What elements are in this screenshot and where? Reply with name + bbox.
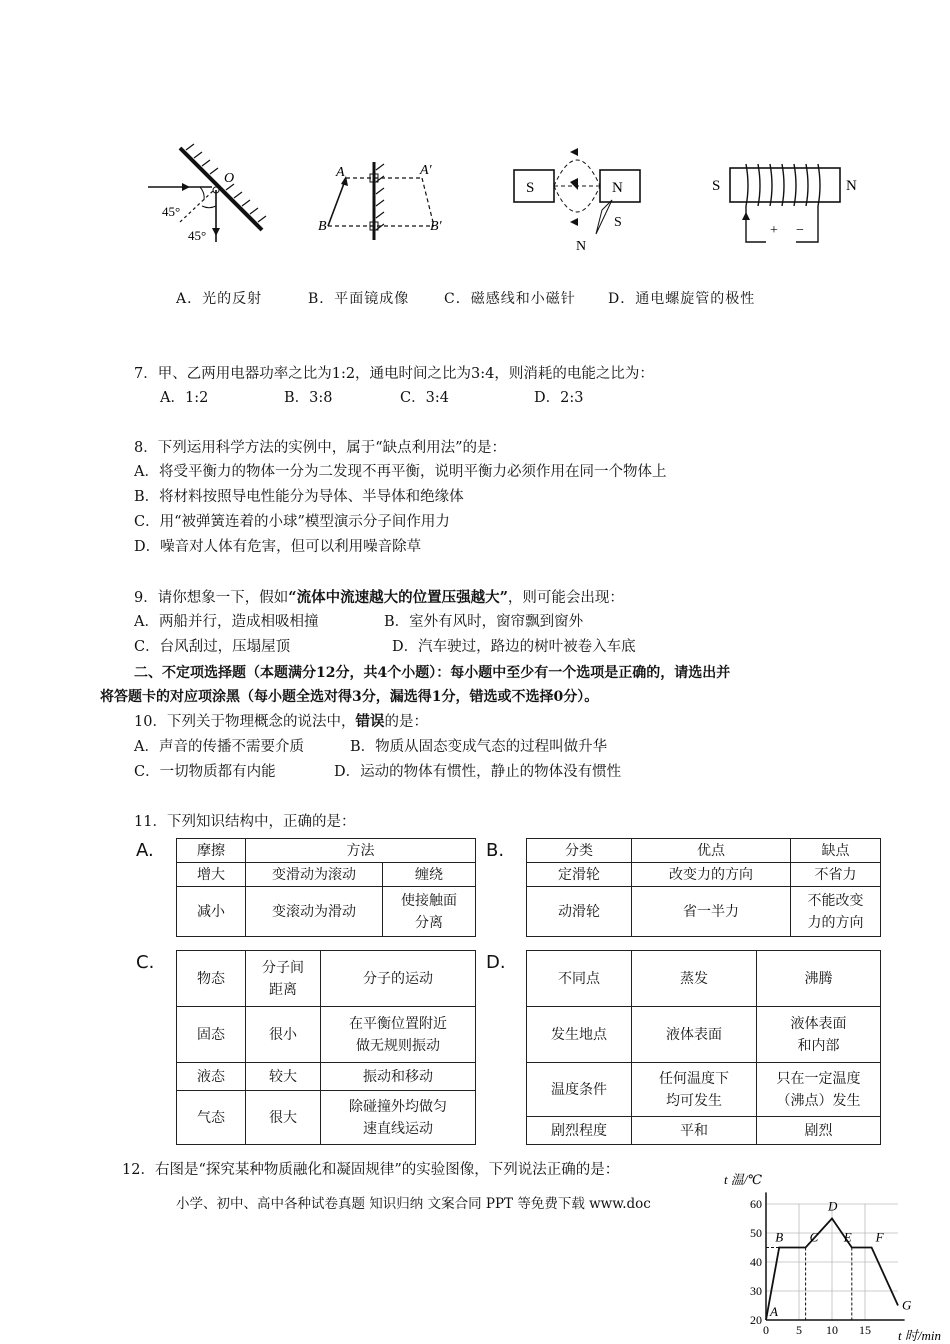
cell: 蒸发 bbox=[632, 951, 757, 1007]
solenoid-s: S bbox=[712, 178, 721, 194]
cell: 平和 bbox=[632, 1117, 757, 1145]
cell: 较大 bbox=[246, 1063, 321, 1091]
y-tick-label: 50 bbox=[750, 1226, 762, 1240]
x-tick-label: 5 bbox=[796, 1323, 802, 1337]
cell: 优点 bbox=[632, 839, 791, 863]
cell bbox=[383, 887, 476, 937]
table-c bbox=[176, 950, 476, 1145]
cell-line: 做无规则振动 bbox=[356, 1037, 440, 1054]
q7-option-c: C．3:4 bbox=[400, 390, 449, 406]
battery-plus: + bbox=[770, 223, 778, 238]
cell: 物态 bbox=[177, 951, 246, 1007]
table-d-label: D. bbox=[486, 952, 506, 973]
table-b-label: B. bbox=[486, 840, 505, 861]
cell-line: 除碰撞外均做匀 bbox=[349, 1098, 447, 1115]
q9-option-a: A．两船并行，造成相吸相撞 bbox=[134, 614, 319, 630]
cell: 定滑轮 bbox=[527, 863, 632, 887]
table-a bbox=[176, 838, 476, 937]
point-label: E bbox=[843, 1229, 852, 1245]
caption-b: B．平面镜成像 bbox=[308, 291, 410, 307]
cell: 剧烈 bbox=[757, 1117, 881, 1145]
q11-stem: 11．下列知识结构中，正确的是： bbox=[134, 814, 356, 830]
y-tick-label: 20 bbox=[750, 1313, 762, 1327]
label-b: B bbox=[318, 219, 327, 234]
cell-line: （沸点）发生 bbox=[776, 1092, 861, 1109]
q9-option-c: C．台风刮过，压塌屋顶 bbox=[134, 639, 291, 655]
needle-n: N bbox=[576, 239, 587, 254]
q7-option-b: B．3:8 bbox=[284, 390, 333, 406]
caption-a: A．光的反射 bbox=[176, 291, 263, 307]
q8-option-d: D．噪音对人体有危害，但可以利用噪音除草 bbox=[134, 539, 422, 555]
cell: 不同点 bbox=[527, 951, 632, 1007]
q8-option-a: A．将受平衡力的物体一分为二发现不再平衡，说明平衡力必须作用在同一个物体上 bbox=[134, 464, 667, 480]
cell bbox=[321, 1007, 476, 1063]
cell: 摩擦 bbox=[177, 839, 246, 863]
q10-stem-post: 的是： bbox=[384, 714, 428, 730]
x-tick-label: 15 bbox=[859, 1323, 871, 1337]
q9-option-b: B．室外有风时，窗帘飘到窗外 bbox=[384, 614, 584, 630]
cell-line: 分子间 bbox=[262, 959, 304, 976]
angle-label-2: 45° bbox=[188, 228, 207, 243]
cell: 固态 bbox=[177, 1007, 246, 1063]
x-tick-label: 10 bbox=[826, 1323, 838, 1337]
reflection-figure bbox=[148, 144, 266, 243]
point-label: A bbox=[770, 1304, 778, 1319]
point-label: B bbox=[775, 1229, 784, 1245]
cell-line: 分离 bbox=[415, 914, 443, 931]
y-tick-label: 30 bbox=[750, 1284, 762, 1298]
cell-line: 任何温度下 bbox=[659, 1070, 729, 1087]
label-a: A bbox=[336, 165, 345, 180]
y-tick-label: 60 bbox=[750, 1197, 762, 1211]
solenoid-figure bbox=[712, 164, 857, 242]
caption-c: C．磁感线和小磁针 bbox=[444, 291, 576, 307]
q7-stem: 7．甲、乙两用电器功率之比为1:2，通电时间之比为3:4，则消耗的电能之比为： bbox=[134, 366, 654, 382]
cell: 变滚动为滑动 bbox=[246, 887, 383, 937]
figure-row bbox=[140, 130, 880, 260]
table-b bbox=[526, 838, 881, 937]
q10-stem-pre: 10．下列关于物理概念的说法中， bbox=[134, 714, 356, 730]
cell: 变滑动为滚动 bbox=[246, 863, 383, 887]
cell-line: 和内部 bbox=[797, 1037, 840, 1054]
cell: 很大 bbox=[246, 1091, 321, 1145]
point-label: G bbox=[902, 1297, 912, 1313]
cell: 温度条件 bbox=[527, 1063, 632, 1117]
cell: 不省力 bbox=[791, 863, 881, 887]
cell-line: 力的方向 bbox=[807, 914, 864, 931]
q10-option-b: B．物质从固态变成气态的过程叫做升华 bbox=[350, 739, 608, 755]
cell: 液体表面 bbox=[632, 1007, 757, 1063]
q8-stem: 8．下列运用科学方法的实例中，属于“缺点利用法”的是： bbox=[134, 440, 507, 456]
point-label: D bbox=[828, 1198, 838, 1214]
section2-line2: 将答题卡的对应项涂黑（每小题全选对得3分，漏选得1分，错选或不选择0分）。 bbox=[100, 689, 599, 705]
cell-line: 使接触面 bbox=[401, 892, 457, 909]
y-axis-label: t 温/℃ bbox=[724, 1172, 763, 1187]
cell bbox=[246, 951, 321, 1007]
cell bbox=[632, 1063, 757, 1117]
battery-minus: − bbox=[796, 223, 804, 238]
needle-s: S bbox=[614, 215, 622, 230]
q9-stem-post: ，则可能会出现： bbox=[507, 590, 624, 606]
cell-line: 只在一定温度 bbox=[776, 1070, 861, 1087]
point-label: C bbox=[809, 1229, 819, 1245]
cell: 发生地点 bbox=[527, 1007, 632, 1063]
table-d bbox=[526, 950, 881, 1145]
cell: 方法 bbox=[246, 839, 476, 863]
cell bbox=[791, 887, 881, 937]
label-b-prime: B′ bbox=[430, 219, 442, 234]
cell: 省一半力 bbox=[632, 887, 791, 937]
q9-stem bbox=[134, 586, 624, 610]
caption-d: D．通电螺旋管的极性 bbox=[608, 291, 756, 307]
cell bbox=[757, 1063, 881, 1117]
cell: 增大 bbox=[177, 863, 246, 887]
cell-line: 在平衡位置附近 bbox=[349, 1015, 447, 1032]
cell-line: 不能改变 bbox=[807, 892, 864, 909]
q10-stem bbox=[134, 710, 428, 734]
footer-text: 小学、初中、高中各种试卷真题 知识归纳 文案合同 PPT 等免费下载 www.doc bbox=[176, 1196, 651, 1212]
cell: 减小 bbox=[177, 887, 246, 937]
x-tick-label: 0 bbox=[763, 1323, 769, 1337]
cell: 分类 bbox=[527, 839, 632, 863]
q10-option-a: A．声音的传播不需要介质 bbox=[134, 739, 304, 755]
table-c-label: C. bbox=[136, 952, 155, 973]
angle-label-1: 45° bbox=[162, 204, 181, 219]
x-axis-label: t 时/min bbox=[898, 1328, 941, 1343]
q10-option-d: D．运动的物体有惯性，静止的物体没有惯性 bbox=[334, 764, 622, 780]
q7-option-d: D．2:3 bbox=[534, 390, 584, 406]
q9-stem-bold: “流体中流速越大的位置压强越大” bbox=[288, 589, 508, 606]
cell: 液态 bbox=[177, 1063, 246, 1091]
q8-option-b: B．将材料按照导电性能分为导体、半导体和绝缘体 bbox=[134, 489, 464, 505]
cell bbox=[321, 1091, 476, 1145]
cell-line: 液体表面 bbox=[790, 1015, 847, 1032]
cell: 沸腾 bbox=[757, 951, 881, 1007]
section2-line1: 二、不定项选择题（本题满分12分，共4个小题）：每小题中至少有一个选项是正确的，请选出并 bbox=[134, 665, 731, 681]
magnet-s: S bbox=[526, 180, 535, 196]
q8-option-c: C．用“被弹簧连着的小球”模型演示分子间作用力 bbox=[134, 514, 450, 530]
magnet-figure bbox=[514, 148, 640, 254]
cell: 剧烈程度 bbox=[527, 1117, 632, 1145]
q9-option-d: D．汽车驶过，路边的树叶被卷入车底 bbox=[392, 639, 636, 655]
y-tick-label: 40 bbox=[750, 1255, 762, 1269]
mirror-figure bbox=[318, 162, 443, 240]
cell bbox=[757, 1007, 881, 1063]
cell: 动滑轮 bbox=[527, 887, 632, 937]
magnet-n: N bbox=[612, 180, 623, 196]
cell-line: 距离 bbox=[269, 981, 297, 998]
cell: 改变力的方向 bbox=[632, 863, 791, 887]
q12-stem: 12．右图是“探究某种物质融化和凝固规律”的实验图像，下列说法正确的是： bbox=[122, 1162, 620, 1178]
q10-stem-bold: 错误 bbox=[355, 713, 385, 730]
solenoid-n: N bbox=[846, 178, 857, 194]
cell-line: 速直线运动 bbox=[363, 1120, 433, 1137]
q7-option-a: A．1:2 bbox=[160, 390, 209, 406]
cell: 很小 bbox=[246, 1007, 321, 1063]
melting-graph bbox=[722, 1168, 950, 1344]
cell: 振动和移动 bbox=[321, 1063, 476, 1091]
cell: 分子的运动 bbox=[321, 951, 476, 1007]
cell-line: 均可发生 bbox=[666, 1092, 722, 1109]
table-a-label: A. bbox=[136, 840, 154, 861]
cell: 缺点 bbox=[791, 839, 881, 863]
point-o-label: O bbox=[224, 171, 235, 186]
cell: 缠绕 bbox=[383, 863, 476, 887]
cell: 气态 bbox=[177, 1091, 246, 1145]
q10-option-c: C．一切物质都有内能 bbox=[134, 764, 276, 780]
q9-stem-pre: 9．请你想象一下，假如 bbox=[134, 590, 289, 606]
label-a-prime: A′ bbox=[420, 163, 432, 178]
point-label: F bbox=[875, 1229, 884, 1245]
